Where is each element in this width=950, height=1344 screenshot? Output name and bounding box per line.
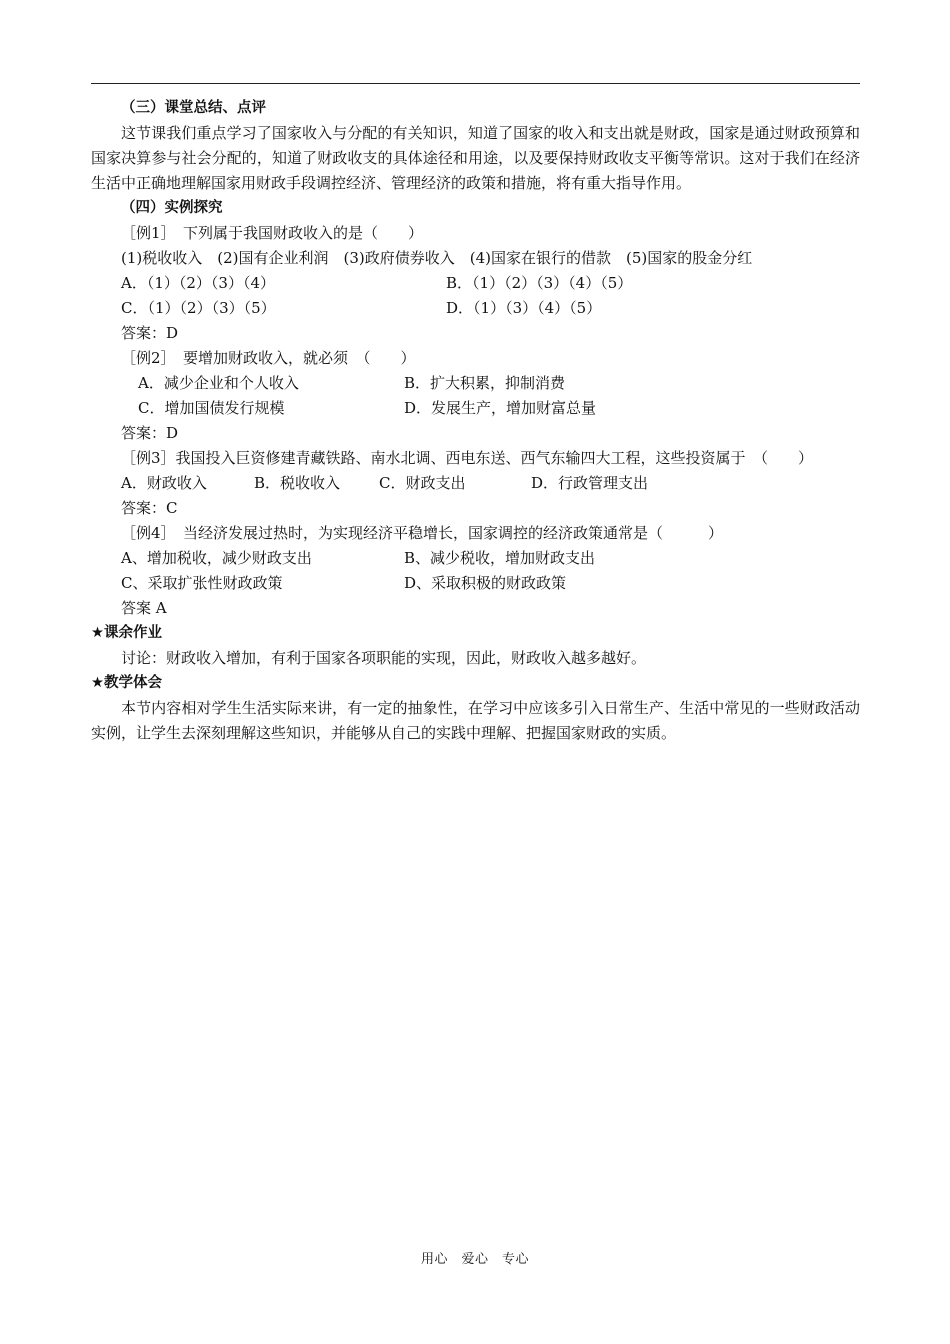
example-1-option-a: A．（1）（2）（3）（4） — [121, 274, 276, 292]
example-4-options-row-1 — [91, 546, 860, 571]
example-2-option-d: D．发展生产，增加财富总量 — [404, 399, 597, 417]
example-4-answer: 答案 A — [121, 599, 167, 617]
page-footer: 用心 爱心 专心 — [420, 1252, 529, 1267]
example-3-options-row — [91, 471, 860, 496]
example-4-option-d: D、采取积极的财政政策 — [404, 574, 567, 592]
example-2-option-c: C．增加国债发行规模 — [138, 399, 285, 417]
example-1-answer: 答案：D — [121, 324, 179, 342]
example-3-option-b: B．税收收入 — [254, 474, 341, 492]
document-body — [91, 96, 860, 746]
example-1-options-row-2 — [91, 296, 860, 321]
summary-heading: （三）课堂总结、点评 — [121, 100, 266, 116]
example-1-items: (1)税收收入 (2)国有企业利润 (3)政府债券收入 (4)国家在银行的借款 (5)国家的股金分红 — [121, 249, 753, 267]
example-3-answer: 答案：C — [121, 499, 178, 517]
example-2-option-a: A．减少企业和个人收入 — [138, 374, 299, 392]
example-3-option-a: A．财政收入 — [121, 474, 207, 492]
homework-heading: ★课余作业 — [91, 625, 162, 641]
example-1-option-c: C．（1）（2）（3）（5） — [121, 299, 276, 317]
example-1-option-d: D．（1）（3）（4）（5） — [446, 299, 602, 317]
example-4-question: ［例4］ 当经济发展过热时，为实现经济平稳增长，国家调控的经济政策通常是（ ） — [121, 524, 724, 542]
reflection-text: 本节内容相对学生生活实际来讲，有一定的抽象性，在学习中应该多引入日常生产、生活中常见的一些财政活动实例，让学生去深刻理解这些知识，并能够从自己的实践中理解、把握国家财政的实质。 — [91, 699, 860, 742]
reflection-heading: ★教学体会 — [91, 675, 162, 691]
example-4-option-c: C、采取扩张性财政政策 — [121, 574, 283, 592]
header-rule — [91, 83, 860, 84]
example-1-question: ［例1］ 下列属于我国财政收入的是（ ） — [121, 224, 424, 242]
example-3-option-d: D．行政管理支出 — [531, 474, 649, 492]
example-3-option-c: C．财政支出 — [379, 474, 466, 492]
examples-heading: （四）实例探究 — [121, 200, 223, 216]
example-4-option-a: A、增加税收，减少财政支出 — [121, 549, 312, 567]
example-2-options-row-2 — [91, 396, 860, 421]
example-4-option-b: B、减少税收，增加财政支出 — [404, 549, 596, 567]
example-3-question: ［例3］我国投入巨资修建青藏铁路、南水北调、西电东送、西气东输四大工程，这些投资属于 （ ） — [121, 449, 814, 467]
homework-text: 讨论：财政收入增加，有利于国家各项职能的实现，因此，财政收入越多越好。 — [121, 649, 647, 667]
example-2-answer: 答案：D — [121, 424, 179, 442]
example-1-options-row-1 — [91, 271, 860, 296]
example-2-question: ［例2］ 要增加财政收入，就必须 （ ） — [121, 349, 416, 367]
example-4-options-row-2 — [91, 571, 860, 596]
summary-paragraph: 这节课我们重点学习了国家收入与分配的有关知识，知道了国家的收入和支出就是财政，国家是通过财政预算和国家决算参与社会分配的，知道了财政收支的具体途径和用途，以及要保持财政收支平衡等常识。这对于我们在经济生活中正确地理解国家用财政手段调控经济、管理经济的政策和措施，将有重大指导作用。 — [91, 124, 860, 192]
example-1-option-b: B．（1）（2）（3）（4）（5） — [446, 274, 633, 292]
example-2-options-row-1 — [91, 371, 860, 396]
example-2-option-b: B．扩大积累，抑制消费 — [404, 374, 566, 392]
